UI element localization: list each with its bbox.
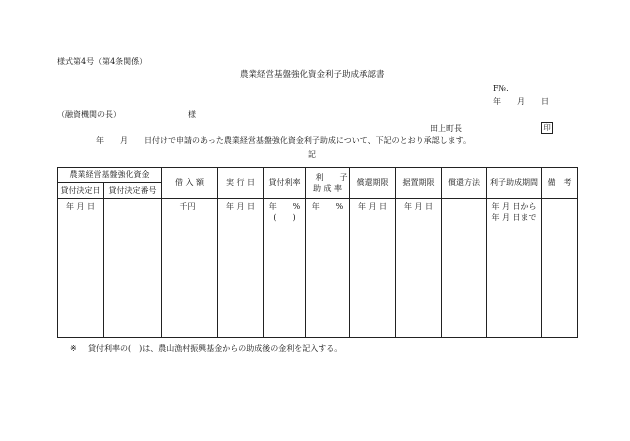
header-period: 利子助成期間 <box>487 168 542 199</box>
note-mark: ※ <box>70 344 77 353</box>
cell-rate-line2: ( ) <box>273 213 296 222</box>
header-decision-number: 貸付決定番号 <box>104 183 162 199</box>
cell-period-to: 年 月 日まで <box>491 213 537 222</box>
honorific: 様 <box>188 110 196 119</box>
header-subsidy-rate-bottom: 助 成 率 <box>312 183 343 193</box>
cell-rate-line1: 年 % <box>268 202 301 211</box>
header-subsidy-rate-top: 利 子 <box>315 172 348 182</box>
cell-period-from: 年 月 日から <box>491 202 537 211</box>
cell-period <box>487 199 542 338</box>
document-title: 農業経営基盤強化資金利子助成承認書 <box>240 70 385 80</box>
header-amount: 借 入 額 <box>162 168 218 199</box>
header-method: 償還方法 <box>442 168 487 199</box>
header-rate: 貸付利率 <box>264 168 306 199</box>
cell-decision-date: 年 月 日 <box>58 199 104 338</box>
cell-method <box>442 199 487 338</box>
addressee: （融資機関の長） <box>57 110 121 119</box>
cell-amount-unit: 千円 <box>162 199 218 338</box>
issue-date: 年 月 日 <box>493 97 549 106</box>
issuer-name: 田上町長 <box>430 124 462 133</box>
cell-rate <box>264 199 306 338</box>
cell-exec-date: 年 月 日 <box>218 199 264 338</box>
cell-decision-number <box>104 199 162 338</box>
header-repay: 償還期限 <box>350 168 396 199</box>
approval-table <box>57 167 578 338</box>
header-exec-date: 実 行 日 <box>218 168 264 199</box>
seal-mark: 印 <box>541 122 553 134</box>
header-subsidy-rate <box>306 168 350 199</box>
cell-grace: 年 月 日 <box>396 199 442 338</box>
form-number: 様式第4号（第4条関係） <box>57 57 148 66</box>
ki-heading: 記 <box>308 150 316 159</box>
approval-statement: 年 月 日付けで申請のあった農業経営基盤強化資金利子助成について、下記のとおり承認します。 <box>96 136 471 145</box>
cell-repay: 年 月 日 <box>350 199 396 338</box>
header-remarks: 備 考 <box>542 168 578 199</box>
header-decision-date: 貸付決定日 <box>58 183 104 199</box>
header-fund-group: 農業経営基盤強化資金 <box>58 168 162 183</box>
cell-subsidy-rate: 年 % <box>306 199 350 338</box>
cell-remarks <box>542 199 578 338</box>
f-number-label: F№. <box>493 84 509 93</box>
header-grace: 据置期限 <box>396 168 442 199</box>
note-text: 貸付利率の( )は、農山漁村振興基金からの助成後の金利を記入する。 <box>88 344 343 353</box>
